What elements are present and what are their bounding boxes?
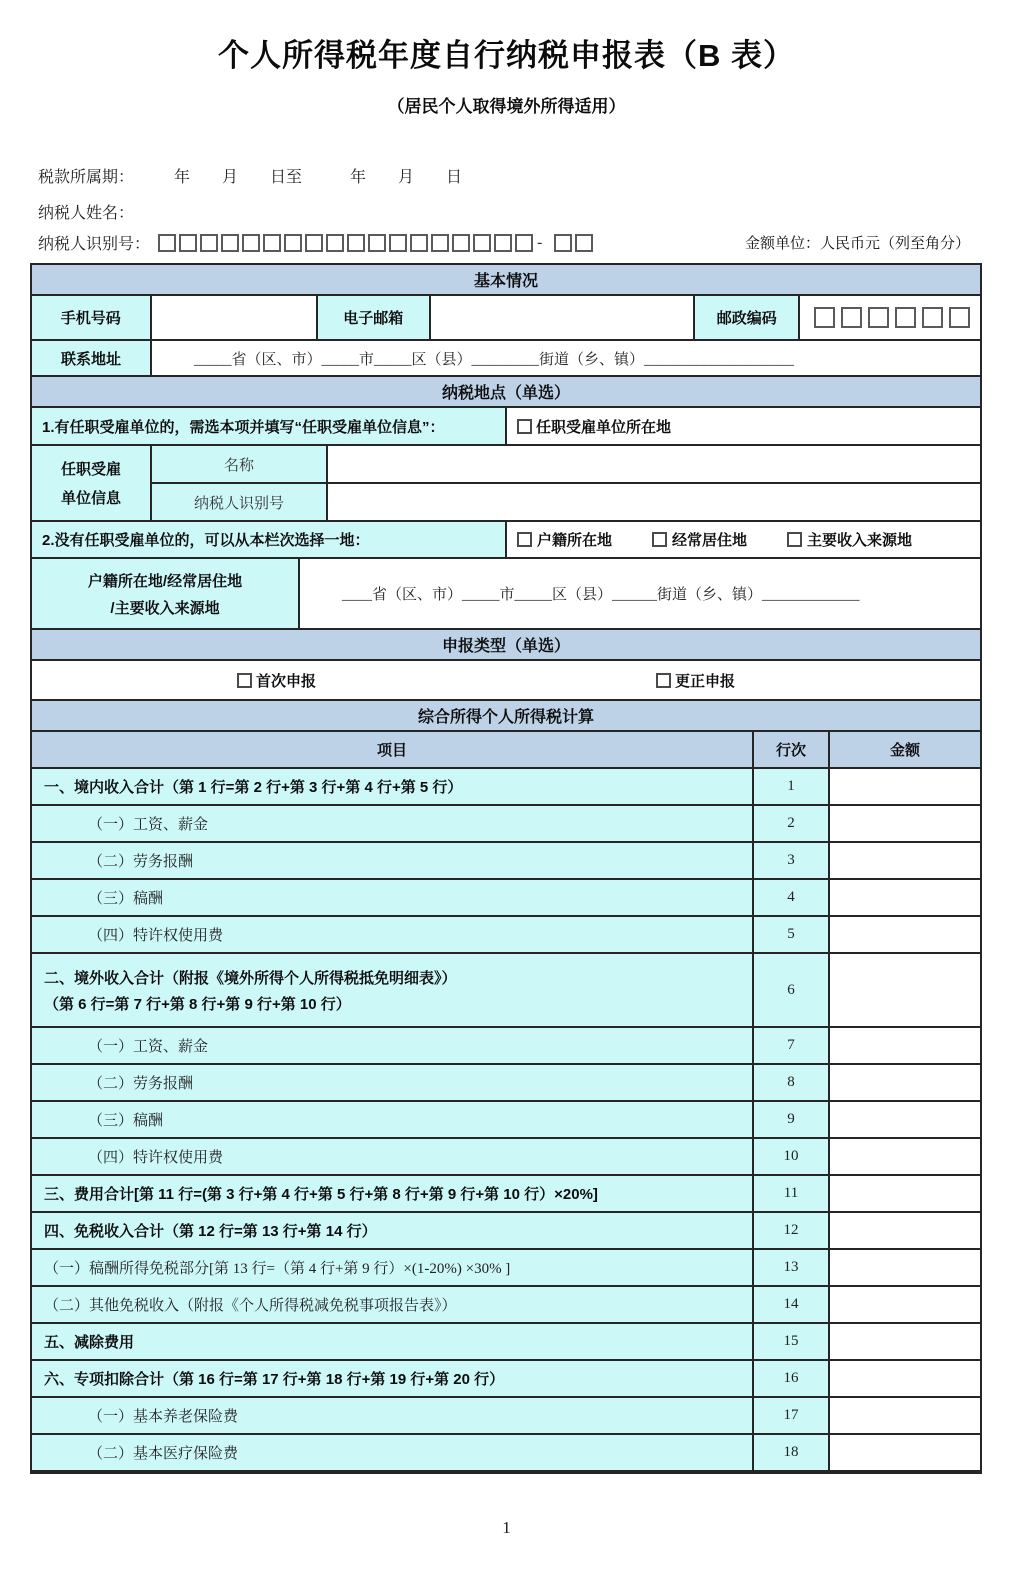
employer-name-label: 名称 [152, 446, 328, 482]
item-cell [32, 806, 754, 841]
item-cell [32, 1065, 754, 1100]
amount-unit-note: 金额单位：人民币元（列至角分） [744, 236, 970, 252]
amount-cell[interactable] [830, 843, 980, 878]
hukou-label: 户籍所在地 [537, 532, 613, 549]
table-row [32, 806, 980, 843]
taxpayer-id-box[interactable] [242, 234, 260, 252]
table-row [32, 1028, 980, 1065]
amount-cell[interactable] [830, 954, 980, 1026]
item-text: 四、免税收入合计（第 12 行=第 13 行+第 14 行） [44, 1223, 377, 1240]
amount-cell[interactable] [830, 806, 980, 841]
taxpayer-id-separator: - [537, 233, 543, 251]
item-text: 六、专项扣除合计（第 16 行=第 17 行+第 18 行+第 19 行+第 20 行） [44, 1371, 505, 1388]
line-number-cell: 6 [754, 954, 830, 1026]
item-text: （一）稿酬所得免税部分[第 13 行=（第 4 行+第 9 行）×(1-20%) ×30% ] [44, 1261, 511, 1277]
item-text: （一）基本养老保险费 [88, 1409, 239, 1425]
taxpayer-name-label: 纳税人姓名： [38, 205, 135, 222]
column-item: 项目 [32, 732, 754, 767]
employer-name-input[interactable] [328, 446, 980, 482]
postal-code-box[interactable] [949, 307, 970, 328]
line-number-cell: 3 [754, 843, 830, 878]
section-tax-location: 纳税地点（单选） [32, 377, 980, 408]
table-row [32, 880, 980, 917]
column-line-number: 行次 [754, 732, 830, 767]
item-text: （四）特许权使用费 [88, 1150, 224, 1166]
item-cell [32, 1361, 754, 1396]
postal-code-box[interactable] [868, 307, 889, 328]
table-row [32, 1176, 980, 1213]
taxpayer-id-box[interactable] [473, 234, 491, 252]
table-row [32, 843, 980, 880]
taxpayer-name-line [38, 200, 134, 223]
item-text: （一）工资、薪金 [88, 817, 209, 833]
line-number-cell: 5 [754, 917, 830, 952]
table-row [32, 1065, 980, 1102]
taxpayer-id-label: 纳税人识别号： [38, 236, 151, 253]
tax-period-line [38, 164, 462, 187]
employer-location-option [507, 408, 980, 444]
postal-code-box[interactable] [814, 307, 835, 328]
item-text: （三）稿酬 [88, 891, 164, 907]
item-text: 一、境内收入合计（第 1 行=第 2 行+第 3 行+第 4 行+第 5 行） [44, 779, 463, 796]
postal-code-box[interactable] [895, 307, 916, 328]
table-row [32, 1213, 980, 1250]
amount-cell[interactable] [830, 1065, 980, 1100]
tax-period-blanks: 年 月 日至 年 月 日 [126, 169, 463, 186]
email-label: 电子邮箱 [318, 296, 431, 339]
column-amount: 金额 [830, 732, 980, 767]
amount-cell[interactable] [830, 1102, 980, 1137]
taxpayer-id-box[interactable] [368, 234, 386, 252]
email-input[interactable] [431, 296, 696, 339]
employer-location-checkbox[interactable] [517, 419, 532, 434]
taxpayer-id-boxes[interactable] [158, 234, 533, 252]
line-number-cell: 11 [754, 1176, 830, 1211]
line-number-cell: 9 [754, 1102, 830, 1137]
location-choices [507, 522, 980, 557]
employer-info-label-line2: 单位信息 [60, 490, 121, 507]
residence-address-row [32, 559, 980, 630]
item-cell [32, 1250, 754, 1285]
residence-label-choice: 经常居住地 [672, 532, 748, 549]
residence-address-input[interactable]: ____省（区、市）_____市_____区（县）______街道（乡、镇）_____________ [300, 559, 980, 628]
amount-cell[interactable] [830, 917, 980, 952]
table-row [32, 1361, 980, 1398]
choice-income-source [787, 529, 912, 550]
line-number-cell: 17 [754, 1398, 830, 1433]
table-row [32, 1139, 980, 1176]
item-cell [32, 954, 754, 1026]
amount-cell[interactable] [830, 1028, 980, 1063]
item-text: （二）其他免税收入（附报《个人所得税减免税事项报告表》） [44, 1298, 457, 1314]
residence-checkbox[interactable] [652, 532, 667, 547]
item-text-line2: （第 6 行=第 7 行+第 8 行+第 9 行+第 10 行） [44, 995, 351, 1013]
item-text: （三）稿酬 [88, 1113, 164, 1129]
tax-period-label: 税款所属期： [38, 169, 127, 186]
contact-row [32, 296, 980, 341]
table-row [32, 1435, 980, 1472]
line-number-cell: 8 [754, 1065, 830, 1100]
taxpayer-id-box[interactable] [200, 234, 218, 252]
item-text: 二、境外收入合计（附报《境外所得个人所得税抵免明细表》） [44, 969, 457, 987]
table-row [32, 769, 980, 806]
amount-cell[interactable] [830, 1324, 980, 1359]
item-cell [32, 769, 754, 804]
taxpayer-id-box[interactable] [263, 234, 281, 252]
mobile-input[interactable] [152, 296, 318, 339]
line-number-cell: 15 [754, 1324, 830, 1359]
section-declaration-type: 申报类型（单选） [32, 630, 980, 661]
residence-address-label [32, 559, 300, 628]
amount-cell[interactable] [830, 1435, 980, 1470]
address-input[interactable]: _____省（区、市）_____市_____区（县）_________街道（乡、镇）____________________ [152, 341, 980, 375]
employer-id-row [152, 484, 980, 520]
first-declaration-label: 首次申报 [256, 672, 317, 690]
employer-id-label: 纳税人识别号 [152, 484, 328, 520]
postal-label: 邮政编码 [695, 296, 800, 339]
line-number-cell: 14 [754, 1287, 830, 1322]
table-row [32, 954, 980, 1028]
correction-declaration-option [656, 670, 735, 691]
employer-id-input[interactable] [328, 484, 980, 520]
table-row [32, 917, 980, 954]
item-cell [32, 843, 754, 878]
amount-cell[interactable] [830, 1139, 980, 1174]
amount-cell[interactable] [830, 1398, 980, 1433]
table-row [32, 1398, 980, 1435]
employer-info-label [32, 446, 152, 520]
table-row [32, 1287, 980, 1324]
taxpayer-id-box[interactable] [305, 234, 323, 252]
item-cell [32, 880, 754, 915]
employer-location-label: 任职受雇单位所在地 [536, 418, 672, 436]
correction-declaration-label: 更正申报 [675, 672, 736, 690]
residence-label-line2: /主要收入来源地 [110, 599, 220, 617]
taxpayer-id-suffix-boxes[interactable] [554, 234, 593, 252]
choice-residence [652, 529, 747, 550]
employer-info-fields [152, 446, 980, 520]
table-row [32, 1250, 980, 1287]
calc-columns-header [32, 732, 980, 769]
line-number-cell: 16 [754, 1361, 830, 1396]
item-cell [32, 1028, 754, 1063]
amount-cell[interactable] [830, 1250, 980, 1285]
item-cell [32, 1435, 754, 1470]
amount-cell[interactable] [830, 1176, 980, 1211]
first-declaration-checkbox[interactable] [237, 673, 252, 688]
item-cell [32, 1102, 754, 1137]
item-text: （二）劳务报酬 [88, 1076, 194, 1092]
taxpayer-id-box[interactable] [221, 234, 239, 252]
taxpayer-id-box[interactable] [284, 234, 302, 252]
employer-option-label: 1.有任职受雇单位的，需选本项并填写“任职受雇单位信息”： [32, 408, 507, 444]
no-employer-option-row [32, 522, 980, 559]
amount-cell[interactable] [830, 1287, 980, 1322]
taxpayer-id-box[interactable] [347, 234, 365, 252]
section-basic-info: 基本情况 [32, 265, 980, 296]
declaration-options-row [32, 661, 980, 701]
item-text: （二）劳务报酬 [88, 854, 194, 870]
taxpayer-id-box[interactable] [515, 234, 533, 252]
taxpayer-id-line [38, 231, 978, 254]
first-declaration-option [237, 670, 316, 691]
item-text: 五、减除费用 [44, 1334, 135, 1351]
page-number: 1 [502, 1518, 511, 1537]
correction-declaration-checkbox[interactable] [656, 673, 671, 688]
item-cell [32, 1398, 754, 1433]
taxpayer-id-suffix-box[interactable] [575, 234, 593, 252]
residence-label-line1: 户籍所在地/经常居住地 [87, 572, 243, 590]
form-subtitle: （居民个人取得境外所得适用） [387, 97, 626, 116]
taxpayer-id-suffix-box[interactable] [554, 234, 572, 252]
hukou-checkbox[interactable] [517, 532, 532, 547]
amount-cell[interactable] [830, 1213, 980, 1248]
item-cell [32, 917, 754, 952]
taxpayer-id-box[interactable] [431, 234, 449, 252]
line-number-cell: 10 [754, 1139, 830, 1174]
address-row [32, 341, 980, 377]
postal-code-box[interactable] [841, 307, 862, 328]
mobile-label: 手机号码 [32, 296, 152, 339]
table-row [32, 1324, 980, 1361]
employer-info-label-line1: 任职受雇 [60, 461, 121, 478]
income-source-checkbox[interactable] [787, 532, 802, 547]
no-employer-option-label: 2.没有任职受雇单位的，可以从本栏次选择一地： [32, 522, 507, 557]
item-cell [32, 1287, 754, 1322]
line-number-cell: 13 [754, 1250, 830, 1285]
postal-code-box[interactable] [922, 307, 943, 328]
amount-cell[interactable] [830, 769, 980, 804]
item-cell [32, 1324, 754, 1359]
taxpayer-id-box[interactable] [494, 234, 512, 252]
line-number-cell: 2 [754, 806, 830, 841]
form-table [30, 263, 982, 1474]
item-text: （二）基本医疗保险费 [88, 1446, 239, 1462]
employer-name-row [152, 446, 980, 484]
calc-rows [32, 769, 980, 1472]
section-tax-calc: 综合所得个人所得税计算 [32, 701, 980, 732]
choice-hukou [517, 529, 612, 550]
line-number-cell: 12 [754, 1213, 830, 1248]
item-text: （四）特许权使用费 [88, 928, 224, 944]
taxpayer-id-box[interactable] [326, 234, 344, 252]
postal-code-boxes[interactable] [800, 296, 980, 339]
item-text: 三、费用合计[第 11 行=(第 3 行+第 4 行+第 5 行+第 8 行+第 9 行+第 10 行）×20%] [44, 1186, 598, 1203]
item-text: （一）工资、薪金 [88, 1039, 209, 1055]
item-cell [32, 1139, 754, 1174]
taxpayer-id-box[interactable] [389, 234, 407, 252]
table-row [32, 1102, 980, 1139]
income-source-label: 主要收入来源地 [807, 532, 913, 549]
address-label: 联系地址 [32, 341, 152, 375]
employer-option-row [32, 408, 980, 446]
amount-cell[interactable] [830, 1361, 980, 1396]
line-number-cell: 4 [754, 880, 830, 915]
item-cell [32, 1176, 754, 1211]
item-cell [32, 1213, 754, 1248]
form-title: 个人所得税年度自行纳税申报表（B 表） [218, 38, 795, 73]
line-number-cell: 1 [754, 769, 830, 804]
employer-info-block [32, 446, 980, 522]
line-number-cell: 7 [754, 1028, 830, 1063]
line-number-cell: 18 [754, 1435, 830, 1470]
taxpayer-id-box[interactable] [410, 234, 428, 252]
taxpayer-id-box[interactable] [179, 234, 197, 252]
taxpayer-id-box[interactable] [158, 234, 176, 252]
taxpayer-id-box[interactable] [452, 234, 470, 252]
amount-cell[interactable] [830, 880, 980, 915]
